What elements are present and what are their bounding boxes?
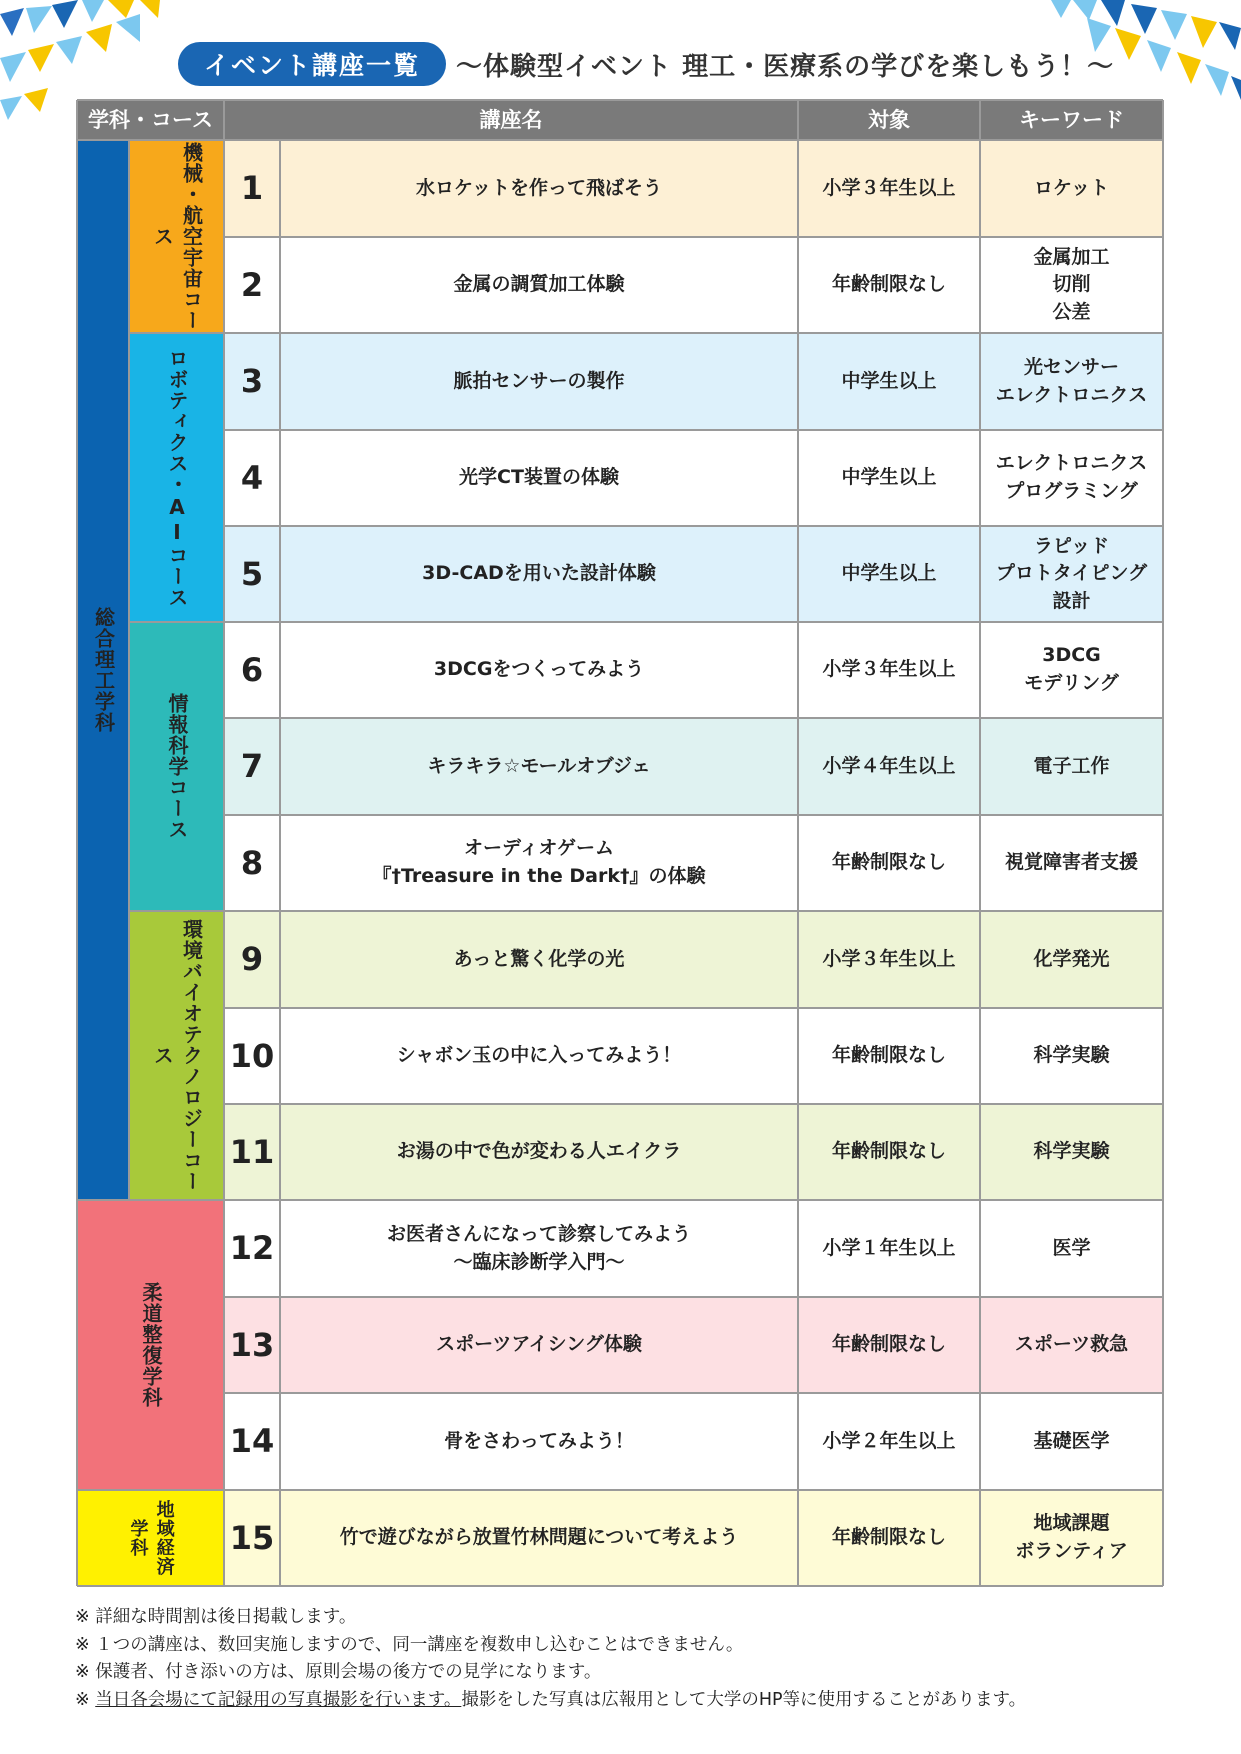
note-line: ※ 保護者、付き添いの方は、原則会場の後方での見学になります。 <box>75 1662 602 1682</box>
target-audience: 中学生以上 <box>798 430 980 526</box>
keywords: 金属加工 切削 公差 <box>980 237 1163 333</box>
row-number: 4 <box>224 430 280 526</box>
row-number: 12 <box>224 1200 280 1297</box>
note-line <box>75 1687 1026 1715</box>
keywords: 医学 <box>980 1200 1163 1297</box>
row-number: 6 <box>224 622 280 718</box>
course-title: 竹で遊びながら放置竹林問題について考えよう <box>280 1490 798 1586</box>
target-audience: 小学４年生以上 <box>798 718 980 815</box>
course-title: 水ロケットを作って飛ばそう <box>280 140 798 237</box>
row-number: 15 <box>224 1490 280 1586</box>
grid-line <box>224 429 1163 431</box>
course-information-science <box>129 622 224 911</box>
keywords: 化学発光 <box>980 911 1163 1008</box>
keywords: 視覚障害者支援 <box>980 815 1163 911</box>
course-title: 3D-CADを用いた設計体験 <box>280 526 798 622</box>
grid-line <box>979 100 981 1586</box>
dept-regional-economics <box>77 1490 224 1586</box>
note-rest: 撮影をした写真は広報用として大学のHP等に使用することがあります。 <box>461 1689 1027 1710</box>
keywords: エレクトロニクス プログラミング <box>980 430 1163 526</box>
note-underlined: 当日各会場にて記録用の写真撮影を行います。 <box>95 1689 462 1710</box>
grid-line <box>77 1489 224 1491</box>
target-audience: 小学２年生以上 <box>798 1393 980 1490</box>
target-audience: 年齢制限なし <box>798 1104 980 1200</box>
grid-line <box>224 1296 1163 1298</box>
course-title: 金属の調質加工体験 <box>280 237 798 333</box>
target-audience: 年齢制限なし <box>798 1297 980 1393</box>
grid-line <box>77 1585 224 1587</box>
course-title: 骨をさわってみよう！ <box>280 1393 798 1490</box>
grid-line <box>224 910 1163 912</box>
course-label: 環境バイオテクノロジーコース <box>150 919 204 1192</box>
course-mechanical-aerospace <box>129 140 224 333</box>
grid-line <box>224 1585 1163 1587</box>
course-title: あっと驚く化学の光 <box>280 911 798 1008</box>
row-number: 5 <box>224 526 280 622</box>
keywords: 光センサー エレクトロニクス <box>980 333 1163 430</box>
grid-line <box>76 100 78 1586</box>
dept-label: 総合理工学科 <box>91 607 116 733</box>
course-env-biotech <box>129 911 224 1200</box>
target-audience: 年齢制限なし <box>798 815 980 911</box>
dept-general-science <box>77 140 129 1200</box>
event-list-badge: イベント講座一覧 <box>178 42 446 86</box>
footnotes <box>75 1604 1026 1714</box>
course-title: シャボン玉の中に入ってみよう！ <box>280 1008 798 1104</box>
keywords: 3DCG モデリング <box>980 622 1163 718</box>
grid-line <box>77 139 224 141</box>
row-number: 8 <box>224 815 280 911</box>
row-number: 2 <box>224 237 280 333</box>
target-audience: 小学３年生以上 <box>798 911 980 1008</box>
course-title: 光学CT装置の体験 <box>280 430 798 526</box>
grid-line <box>223 100 225 1586</box>
grid-line <box>1162 100 1164 1586</box>
note-line: ※ １つの講座は、数回実施しますので、同一講座を複数申し込むことはできません。 <box>75 1634 744 1655</box>
dept-judo-therapy <box>77 1200 224 1490</box>
course-robotics-ai <box>129 333 224 622</box>
grid-line <box>224 332 1163 334</box>
grid-line <box>279 140 281 1586</box>
grid-line <box>224 1007 1163 1009</box>
grid-line <box>797 100 799 1586</box>
grid-line <box>129 621 224 623</box>
target-audience: 小学１年生以上 <box>798 1200 980 1297</box>
course-title: キラキラ☆モールオブジェ <box>280 718 798 815</box>
grid-line <box>224 814 1163 816</box>
grid-line <box>224 1392 1163 1394</box>
grid-line <box>224 621 1163 623</box>
keywords: 科学実験 <box>980 1104 1163 1200</box>
row-number: 3 <box>224 333 280 430</box>
grid-line <box>224 525 1163 527</box>
grid-line <box>224 139 1163 141</box>
course-title: オーディオゲーム 『†Treasure in the Dark†』の体験 <box>280 815 798 911</box>
target-audience: 中学生以上 <box>798 333 980 430</box>
grid-line <box>129 910 224 912</box>
course-title: 3DCGをつくってみよう <box>280 622 798 718</box>
row-number: 11 <box>224 1104 280 1200</box>
note-prefix: ※ <box>75 1689 96 1710</box>
header-target: 対象 <box>798 100 980 140</box>
course-title: お医者さんになって診察してみよう 〜臨床診断学入門〜 <box>280 1200 798 1297</box>
keywords: 電子工作 <box>980 718 1163 815</box>
header-dept-course: 学科・コース <box>77 100 224 140</box>
target-audience: 中学生以上 <box>798 526 980 622</box>
target-audience: 年齢制限なし <box>798 1008 980 1104</box>
dept-label: 地域経済学科 <box>127 1500 175 1576</box>
grid-line <box>224 1199 1163 1201</box>
grid-line <box>224 1489 1163 1491</box>
row-number: 9 <box>224 911 280 1008</box>
keywords: 地域課題 ボランティア <box>980 1490 1163 1586</box>
row-number: 13 <box>224 1297 280 1393</box>
grid-line <box>77 99 1163 101</box>
grid-line <box>129 332 224 334</box>
course-label: 情報科学コース <box>165 693 189 840</box>
target-audience: 年齢制限なし <box>798 237 980 333</box>
dept-label: 柔道整復学科 <box>139 1282 163 1408</box>
grid-line <box>77 1199 224 1201</box>
keywords: 基礎医学 <box>980 1393 1163 1490</box>
keywords: ロケット <box>980 140 1163 237</box>
course-label: ロボティクス・AIコース <box>165 347 189 608</box>
keywords: スポーツ救急 <box>980 1297 1163 1393</box>
grid-line <box>224 236 1163 238</box>
target-audience: 年齢制限なし <box>798 1490 980 1586</box>
course-title: お湯の中で色が変わる人エイクラ <box>280 1104 798 1200</box>
keywords: 科学実験 <box>980 1008 1163 1104</box>
course-title: 脈拍センサーの製作 <box>280 333 798 430</box>
course-label: 機械・航空宇宙コース <box>150 142 204 331</box>
grid-line <box>224 717 1163 719</box>
target-audience: 小学３年生以上 <box>798 140 980 237</box>
note-line: ※ 詳細な時間割は後日掲載します。 <box>75 1607 357 1627</box>
header-course-title: 講座名 <box>224 100 798 140</box>
row-number: 1 <box>224 140 280 237</box>
header-keywords: キーワード <box>980 100 1163 140</box>
row-number: 14 <box>224 1393 280 1490</box>
row-number: 10 <box>224 1008 280 1104</box>
grid-line <box>128 140 130 1200</box>
row-number: 7 <box>224 718 280 815</box>
grid-line <box>224 1103 1163 1105</box>
page-subtitle: 〜体験型イベント 理工・医療系の学びを楽しもう！〜 <box>456 51 1115 82</box>
keywords: ラピッド プロトタイピング 設計 <box>980 526 1163 622</box>
course-title: スポーツアイシング体験 <box>280 1297 798 1393</box>
target-audience: 小学３年生以上 <box>798 622 980 718</box>
